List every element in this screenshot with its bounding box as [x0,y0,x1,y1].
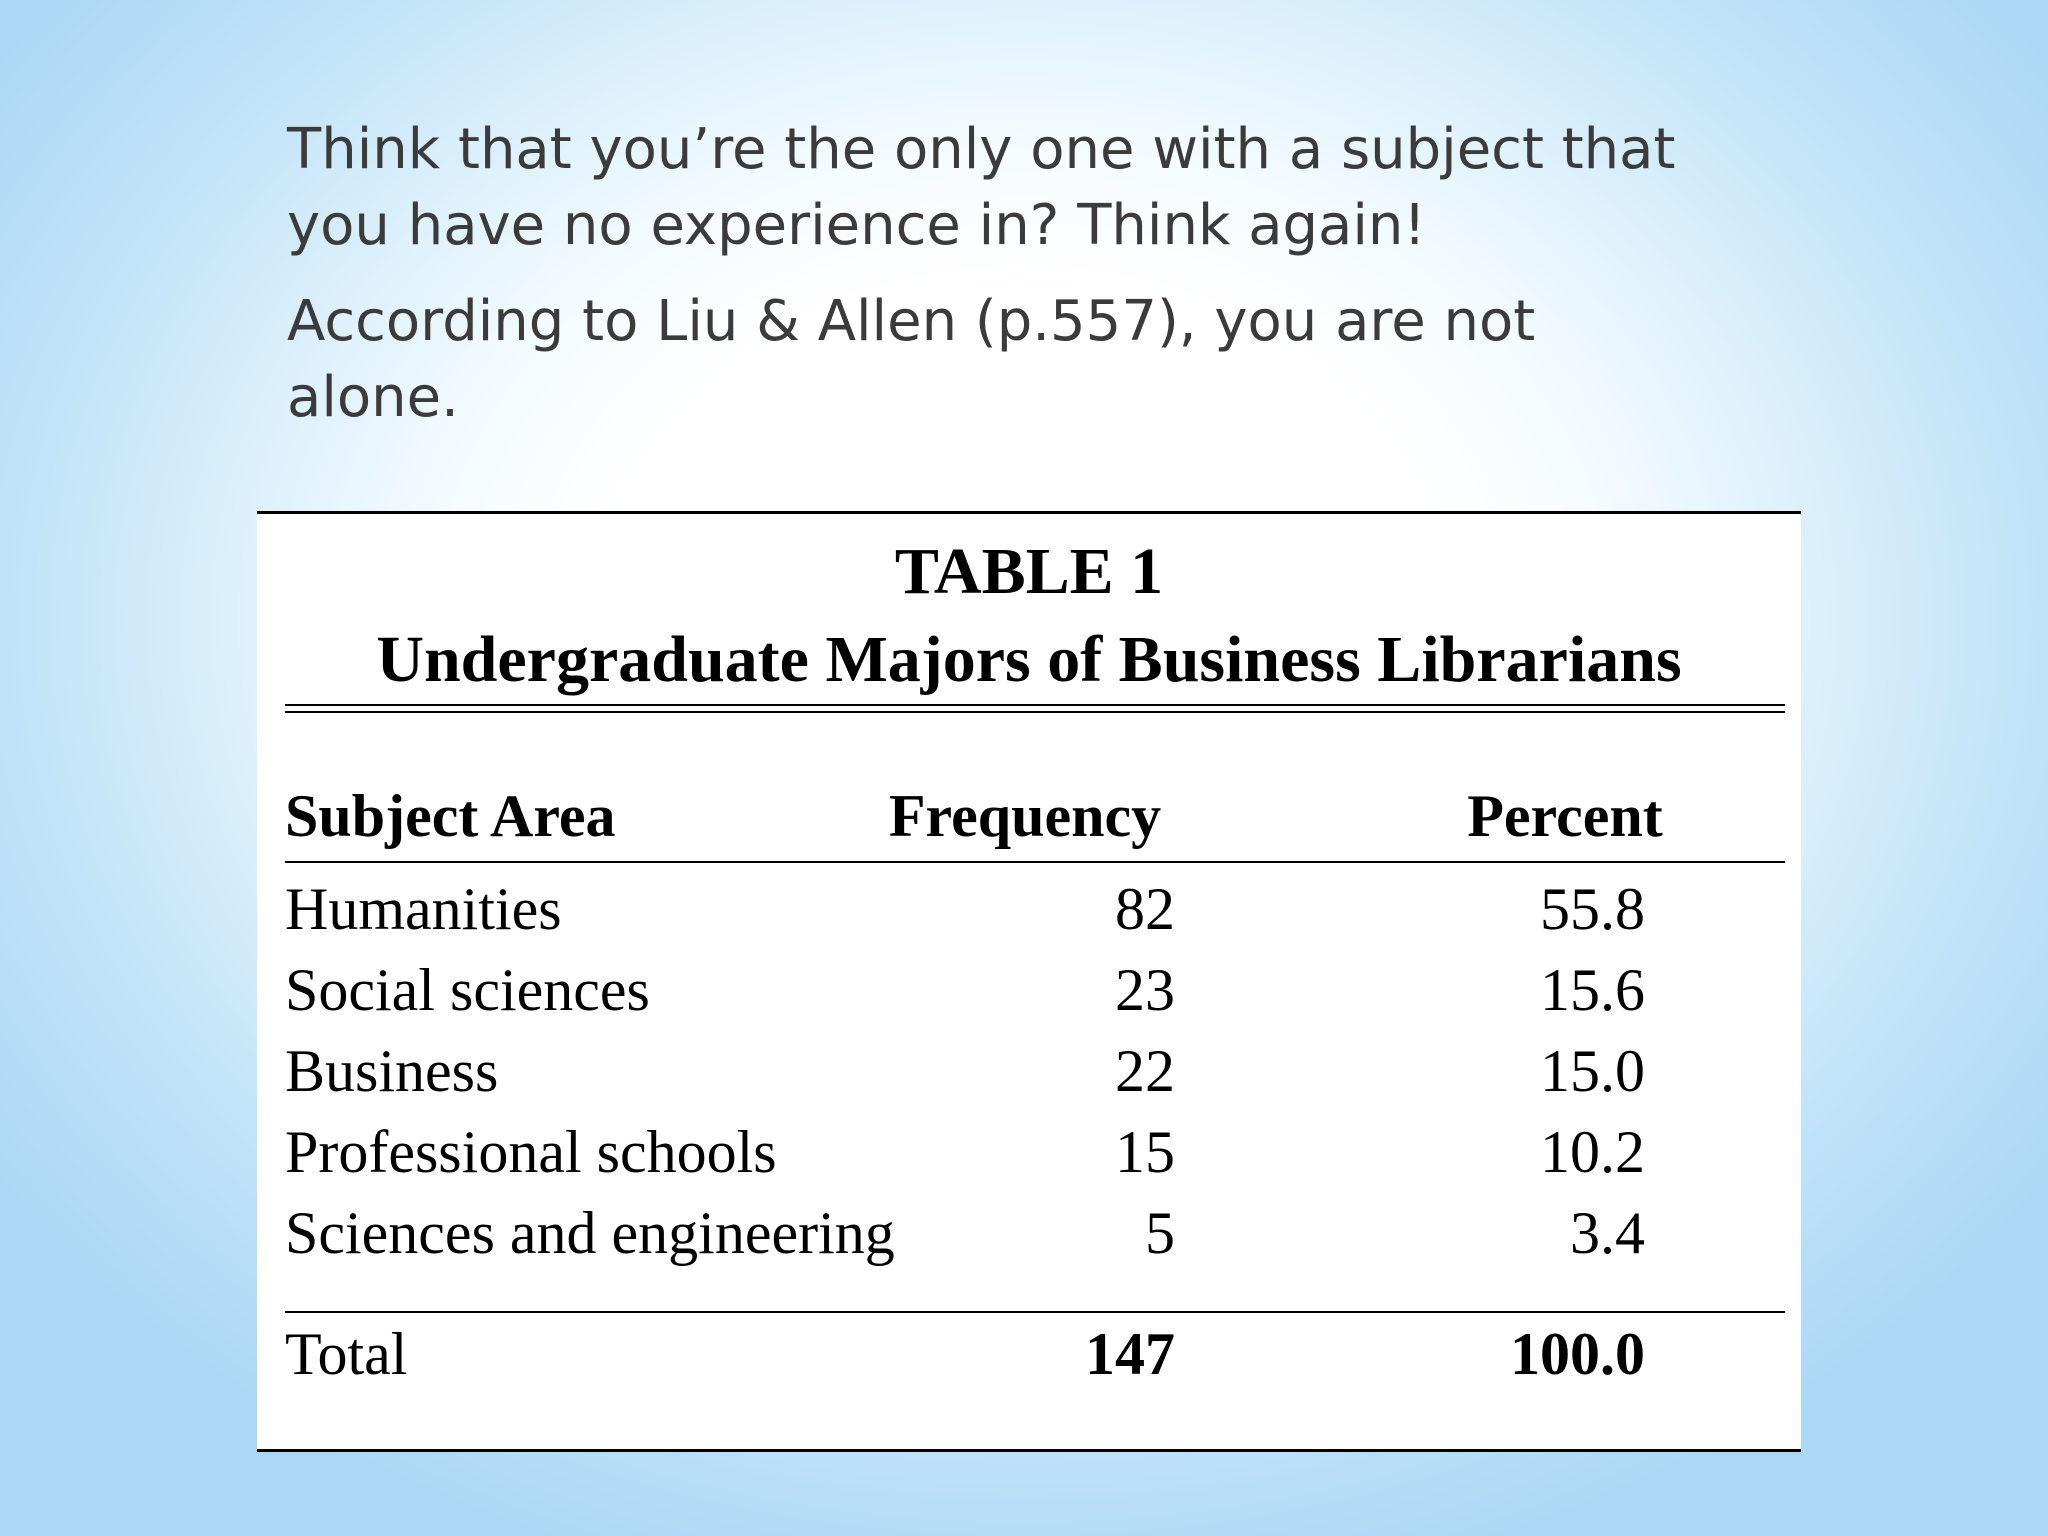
table-row [285,869,1785,949]
title-double-rule [285,704,1785,713]
subject-cell: Business [285,1038,499,1104]
frequency-cell: 82 [1115,876,1175,942]
table-row [285,950,1785,1030]
header-rule [285,861,1785,863]
subject-cell: Humanities [285,876,562,942]
percent-cell: 15.0 [1540,1038,1645,1104]
table-header-row [285,776,1785,856]
majors-table [257,511,1801,1452]
intro-paragraph: Think that you’re the only one with a subject that you have no experience in? Think again! [287,117,1676,258]
column-header-frequency: Frequency [888,783,1162,849]
percent-cell: 15.6 [1540,957,1645,1023]
subject-cell: Sciences and engineering [285,1200,895,1266]
column-header-percent: Percent [1467,783,1663,849]
total-rule [285,1311,1785,1313]
percent-cell: 10.2 [1540,1119,1645,1185]
table-title: Undergraduate Majors of Business Librarians [376,623,1682,696]
table-row [285,1031,1785,1111]
subject-cell: Social sciences [285,957,650,1023]
table-total-row [285,1314,1785,1394]
frequency-cell: 23 [1115,957,1175,1023]
table-row [285,1193,1785,1273]
column-header-subject: Subject Area [285,783,616,849]
total-label: Total [285,1321,408,1387]
subject-cell: Professional schools [285,1119,777,1185]
percent-cell: 55.8 [1540,876,1645,942]
percent-cell: 3.4 [1570,1200,1645,1266]
frequency-cell: 15 [1115,1119,1175,1185]
source-paragraph: According to Liu & Allen (p.557), you are not alone. [287,289,1536,430]
table-row [285,1112,1785,1192]
table-label: TABLE 1 [894,535,1164,608]
frequency-cell: 22 [1115,1038,1175,1104]
slide-body-text [287,112,1707,436]
total-frequency: 147 [1085,1321,1175,1387]
frequency-cell: 5 [1145,1200,1175,1266]
total-percent: 100.0 [1510,1321,1645,1387]
